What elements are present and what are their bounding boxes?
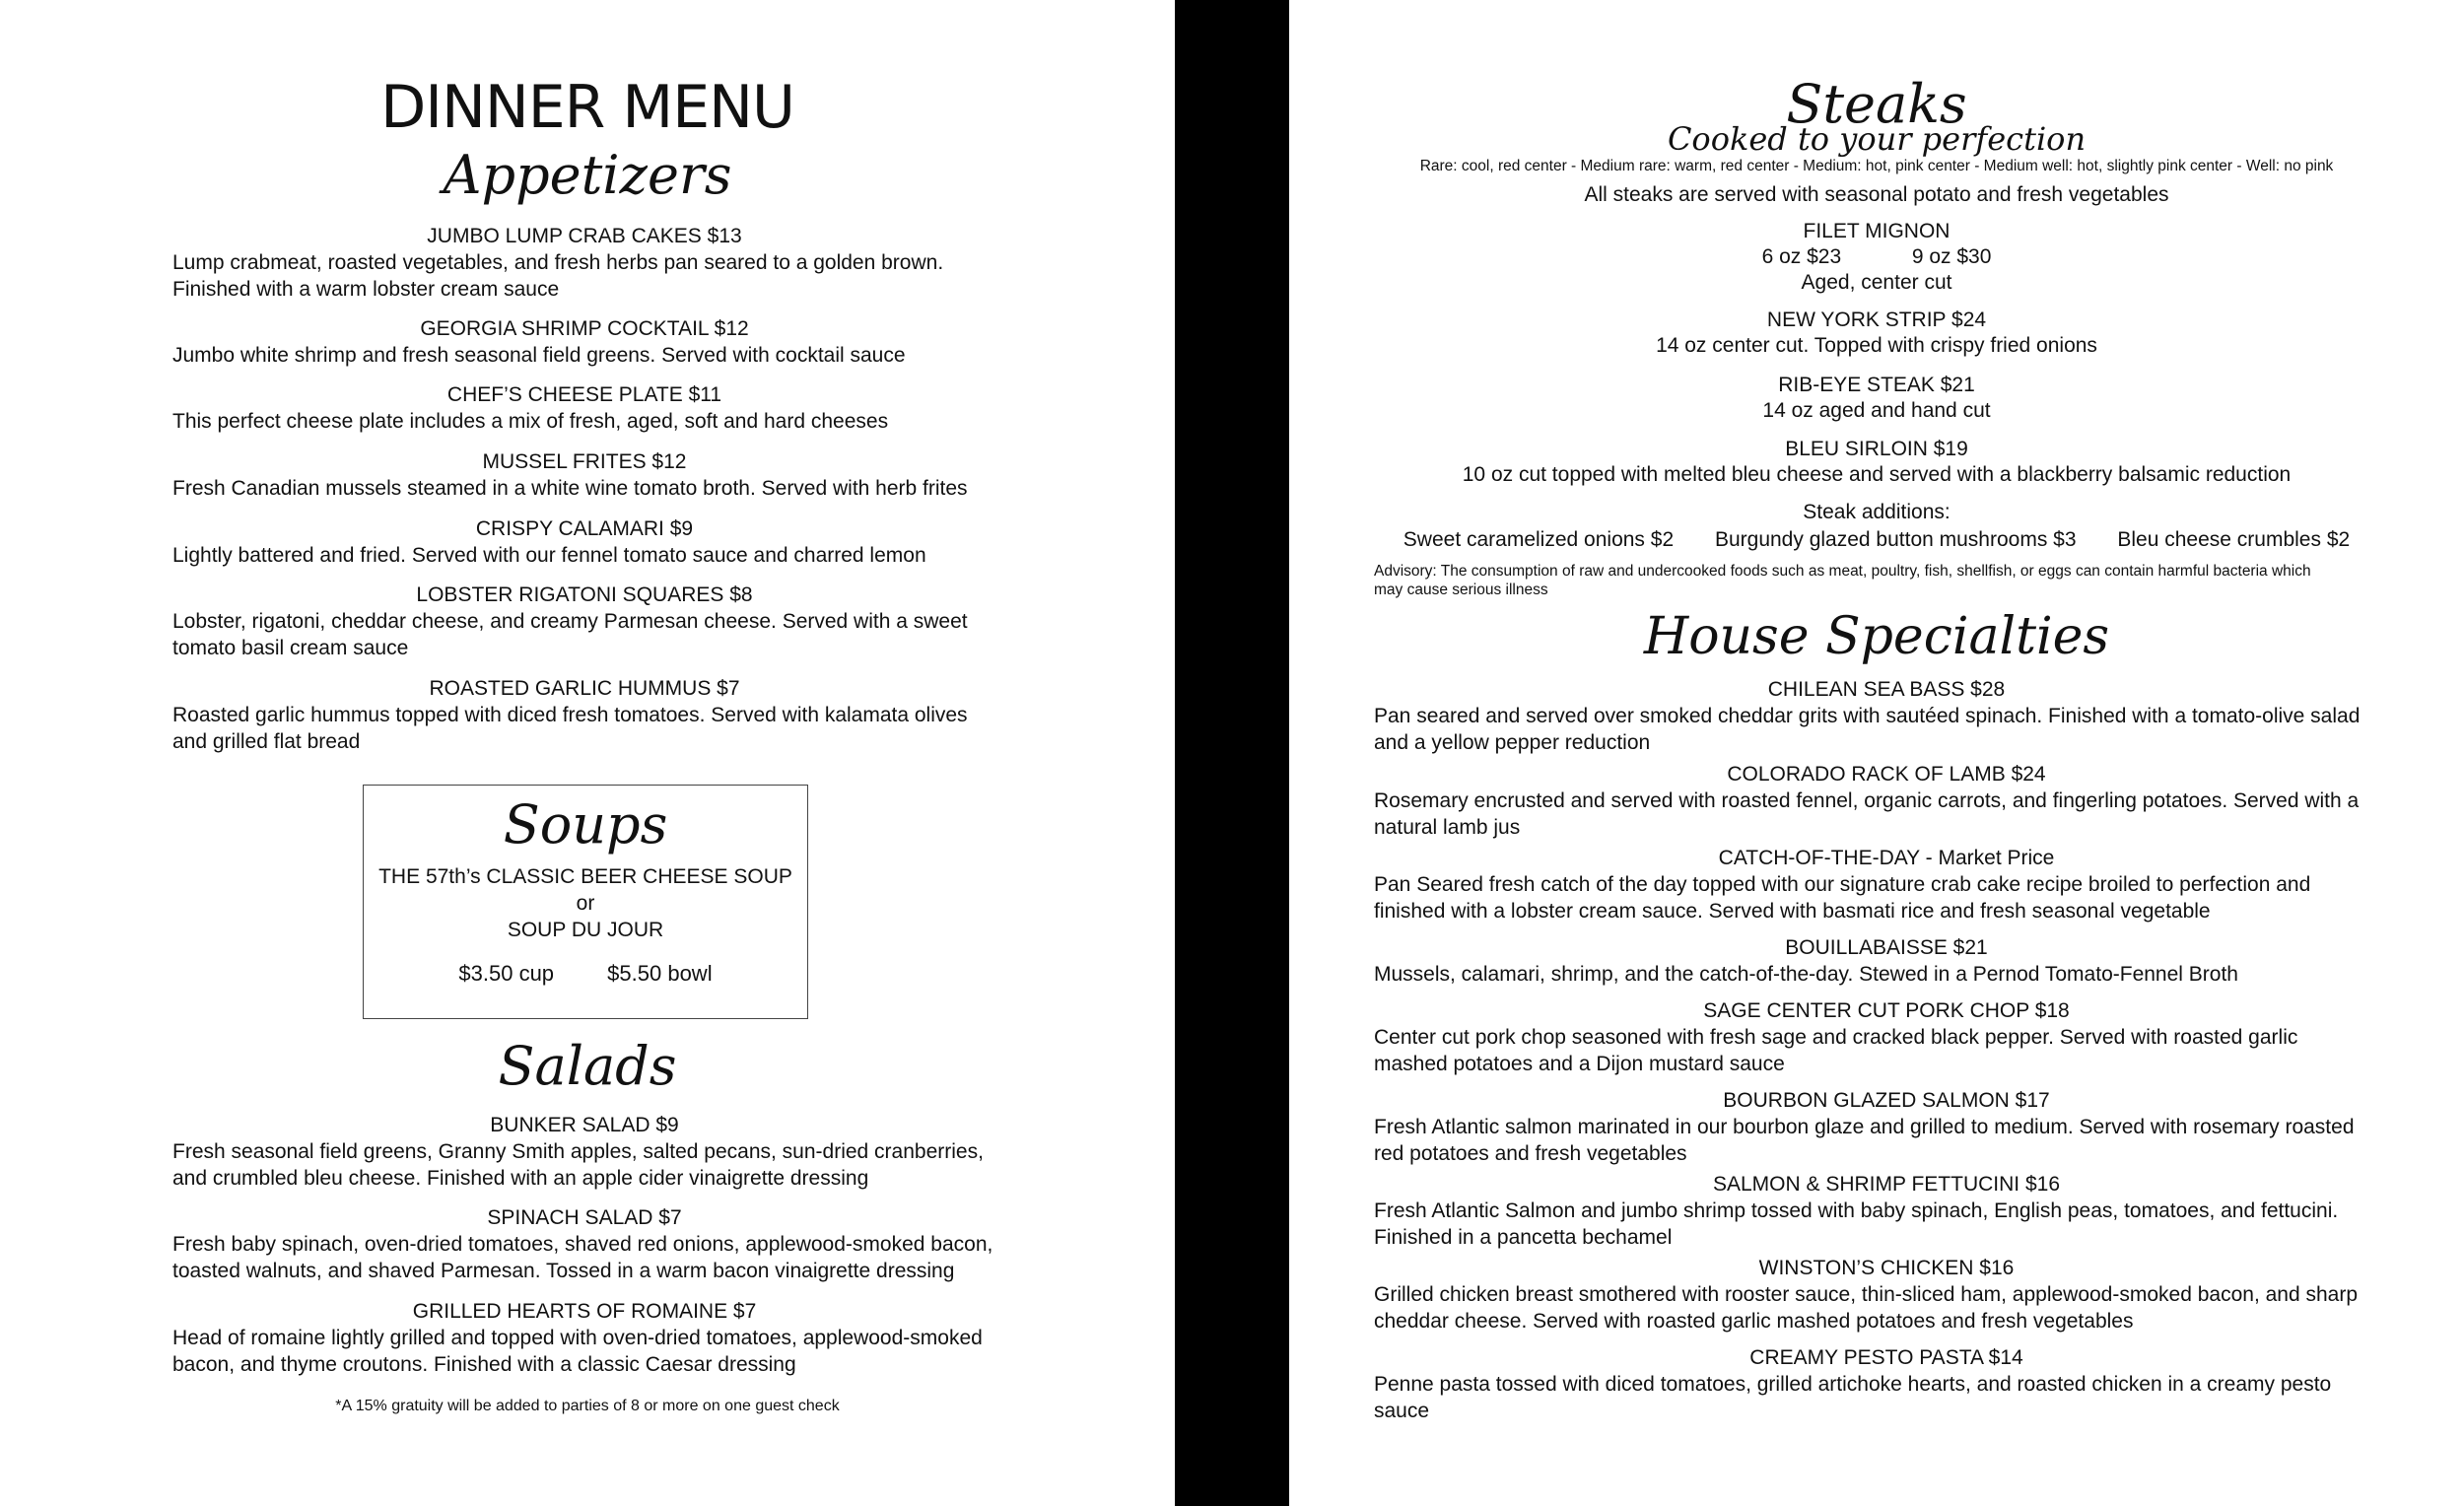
item-description: Roasted garlic hummus topped with diced fresh tomatoes. Served with kalamata olives <box>172 704 968 726</box>
item-name: MUSSEL FRITES $12 <box>482 450 687 473</box>
item-name: BLEU SIRLOIN $19 <box>1785 438 1968 460</box>
item-name: CRISPY CALAMARI $9 <box>475 517 694 540</box>
item-description: Fresh baby spinach, oven-dried tomatoes, shaved red onions, applewood-smoked bacon, <box>172 1233 993 1256</box>
advisory-line: may cause serious illness <box>1374 582 1548 598</box>
gratuity-note: *A 15% gratuity will be added to parties of 8 or more on one guest check <box>335 1398 840 1414</box>
item-description: Finished in a pancetta bechamel <box>1374 1226 1673 1249</box>
item-description: Fresh Canadian mussels steamed in a white wine tomato broth. Served with herb frites <box>172 477 968 500</box>
menu-item <box>172 675 1010 755</box>
soups-box <box>363 785 808 1019</box>
menu-item <box>1374 1255 2409 1335</box>
soup-du-jour: SOUP DU JOUR <box>507 919 664 941</box>
menu-right-page <box>1289 0 2464 1506</box>
item-description: Aged, center cut <box>1801 271 1952 294</box>
menu-item <box>1289 373 2464 424</box>
item-description: Fresh Atlantic salmon marinated in our bourbon glaze and grilled to medium. Served with rosemary roasted <box>1374 1116 2355 1138</box>
item-name: WINSTON’S CHICKEN $16 <box>1758 1257 2015 1279</box>
item-description: Pan Seared fresh catch of the day topped with our signature crab cake recipe broiled to perfection and <box>1374 873 2311 896</box>
item-description: Penne pasta tossed with diced tomatoes, grilled artichoke hearts, and roasted chicken in a creamy pesto <box>1374 1373 2332 1396</box>
menu-item <box>172 582 1010 661</box>
item-description: 10 oz cut topped with melted bleu cheese and served with a blackberry balsamic reduction <box>1462 463 2292 486</box>
filet-six-oz: 6 oz $23 <box>1761 245 1842 268</box>
item-name: BUNKER SALAD $9 <box>490 1114 679 1136</box>
item-name: COLORADO RACK OF LAMB $24 <box>1727 763 2046 786</box>
item-description: toasted walnuts, and shaved Parmesan. Tossed in a warm bacon vinaigrette dressing <box>172 1260 955 1282</box>
item-name: JUMBO LUMP CRAB CAKES $13 <box>427 225 742 247</box>
menu-item <box>1374 761 2409 841</box>
item-name: SAGE CENTER CUT PORK CHOP $18 <box>1703 999 2070 1022</box>
item-name: NEW YORK STRIP $24 <box>1766 308 1987 331</box>
steaks-served-note: All steaks are served with seasonal potato and fresh vegetables <box>1584 183 2169 206</box>
item-description: Finished with a warm lobster cream sauce <box>172 278 560 301</box>
menu-item-filet <box>1289 219 2464 296</box>
item-description: Head of romaine lightly grilled and topped with oven-dried tomatoes, applewood-smoked <box>172 1327 983 1349</box>
item-description: red potatoes and fresh vegetables <box>1374 1142 1687 1165</box>
item-description: and grilled flat bread <box>172 730 361 753</box>
item-description: finished with a lobster cream sauce. Served with basmati rice and fresh seasonal vegetable <box>1374 900 2211 923</box>
appetizers-heading: Appetizers <box>443 144 732 206</box>
item-name: FILET MIGNON <box>1803 220 1951 242</box>
item-description: 14 oz aged and hand cut <box>1762 399 1991 422</box>
addition-bleu-cheese: Bleu cheese crumbles $2 <box>2117 528 2351 551</box>
item-name: BOURBON GLAZED SALMON $17 <box>1723 1089 2050 1112</box>
soup-bowl-price: $5.50 bowl <box>607 961 713 986</box>
page-gutter <box>1175 0 1289 1506</box>
menu-item <box>1374 676 2409 756</box>
steak-additions-label: Steak additions: <box>1803 501 1951 523</box>
soup-or: or <box>576 892 595 915</box>
item-name: SALMON & SHRIMP FETTUCINI $16 <box>1712 1173 2061 1196</box>
item-description: This perfect cheese plate includes a mix of fresh, aged, soft and hard cheeses <box>172 410 889 433</box>
item-description: 14 oz center cut. Topped with crispy fried onions <box>1656 334 2097 357</box>
item-name: RIB-EYE STEAK $21 <box>1778 374 1975 396</box>
menu-item <box>1289 308 2464 359</box>
item-description: and a yellow pepper reduction <box>1374 731 1651 754</box>
item-name: SPINACH SALAD $7 <box>487 1206 682 1229</box>
menu-item <box>1374 1087 2409 1167</box>
menu-item <box>172 515 1010 569</box>
steaks-subheading: Cooked to your perfection <box>1667 120 2087 158</box>
addition-onions: Sweet caramelized onions $2 <box>1403 528 1675 551</box>
item-name: GEORGIA SHRIMP COCKTAIL $12 <box>420 317 749 340</box>
item-description: bacon, and thyme croutons. Finished with a classic Caesar dressing <box>172 1353 796 1376</box>
steak-additions <box>1289 528 2464 552</box>
doneness-guide: Rare: cool, red center - Medium rare: warm, red center - Medium: hot, pink center - Medium well: hot, slightly pink center - Well: no pink <box>1419 158 2334 174</box>
item-name: BOUILLABAISSE $21 <box>1785 936 1988 959</box>
item-description: Rosemary encrusted and served with roasted fennel, organic carrots, and fingerling potatoes. Served with a <box>1374 789 2360 812</box>
menu-item <box>1289 437 2464 488</box>
menu-item <box>1374 1344 2409 1424</box>
item-description: Lightly battered and fried. Served with our fennel tomato sauce and charred lemon <box>172 544 926 567</box>
item-description: Pan seared and served over smoked cheddar grits with sautéed spinach. Finished with a tomato-olive salad <box>1374 705 2361 727</box>
menu-item <box>172 1112 1010 1192</box>
menu-item <box>1374 934 2409 988</box>
item-description: Fresh Atlantic Salmon and jumbo shrimp tossed with baby spinach, English peas, tomatoes, and fettucini. <box>1374 1199 2339 1222</box>
menu-item <box>1374 1171 2409 1251</box>
item-name: CREAMY PESTO PASTA $14 <box>1749 1346 2023 1369</box>
item-description: Fresh seasonal field greens, Granny Smith apples, salted pecans, sun-dried cranberries, <box>172 1140 984 1163</box>
filet-nine-oz: 9 oz $30 <box>1911 245 1992 268</box>
item-name: LOBSTER RIGATONI SQUARES $8 <box>416 583 753 606</box>
steaks-heading: Steaks <box>1786 73 1967 135</box>
menu-item <box>172 448 1010 502</box>
item-description: mashed potatoes and a Dijon mustard sauce <box>1374 1053 1785 1075</box>
item-description: Jumbo white shrimp and fresh seasonal field greens. Served with cocktail sauce <box>172 344 906 367</box>
menu-item <box>1374 845 2409 924</box>
soups-heading: Soups <box>503 793 668 856</box>
addition-mushrooms: Burgundy glazed button mushrooms $3 <box>1714 528 2077 551</box>
soup-prices <box>364 961 807 987</box>
item-description: Lobster, rigatoni, cheddar cheese, and creamy Parmesan cheese. Served with a sweet <box>172 610 968 633</box>
filet-sizes <box>1289 244 2464 270</box>
item-name: ROASTED GARLIC HUMMUS $7 <box>429 677 740 700</box>
item-description: and crumbled bleu cheese. Finished with an apple cider vinaigrette dressing <box>172 1167 869 1190</box>
house-specialties-heading: House Specialties <box>1643 607 2110 666</box>
menu-item <box>172 223 1010 303</box>
item-name: CATCH-OF-THE-DAY - Market Price <box>1718 847 2055 869</box>
menu-item <box>172 381 1010 435</box>
item-description: sauce <box>1374 1400 1430 1422</box>
salads-heading: Salads <box>498 1035 677 1097</box>
soup-cup-price: $3.50 cup <box>458 961 555 986</box>
item-description: Grilled chicken breast smothered with rooster sauce, thin-sliced ham, applewood-smoked bacon, and sharp <box>1374 1283 2359 1306</box>
advisory-line: Advisory: The consumption of raw and undercooked foods such as meat, poultry, fish, shellfish, or eggs can contain harmful bacteria which <box>1374 563 2311 580</box>
menu-item <box>172 1298 1010 1378</box>
menu-left-page <box>0 0 1175 1506</box>
menu-item <box>172 315 1010 369</box>
item-description: Mussels, calamari, shrimp, and the catch-of-the-day. Stewed in a Pernod Tomato-Fennel Broth <box>1374 963 2238 986</box>
menu-item <box>1374 997 2409 1077</box>
item-description: Center cut pork chop seasoned with fresh sage and cracked black pepper. Served with roasted garlic <box>1374 1026 2298 1049</box>
menu-title: DINNER MENU <box>380 73 794 142</box>
advisory-note <box>1374 562 2419 599</box>
item-description: tomato basil cream sauce <box>172 637 409 659</box>
soup-classic: THE 57th’s CLASSIC BEER CHEESE SOUP <box>378 865 792 888</box>
item-name: CHILEAN SEA BASS $28 <box>1767 678 2006 701</box>
item-description: cheddar cheese. Served with roasted garlic mashed potatoes and fresh vegetables <box>1374 1310 2134 1333</box>
item-description: Lump crabmeat, roasted vegetables, and fresh herbs pan seared to a golden brown. <box>172 251 944 274</box>
item-description: natural lamb jus <box>1374 816 1521 839</box>
item-name: GRILLED HEARTS OF ROMAINE $7 <box>412 1300 757 1323</box>
item-name: CHEF’S CHEESE PLATE $11 <box>446 383 722 406</box>
menu-item <box>172 1204 1010 1284</box>
